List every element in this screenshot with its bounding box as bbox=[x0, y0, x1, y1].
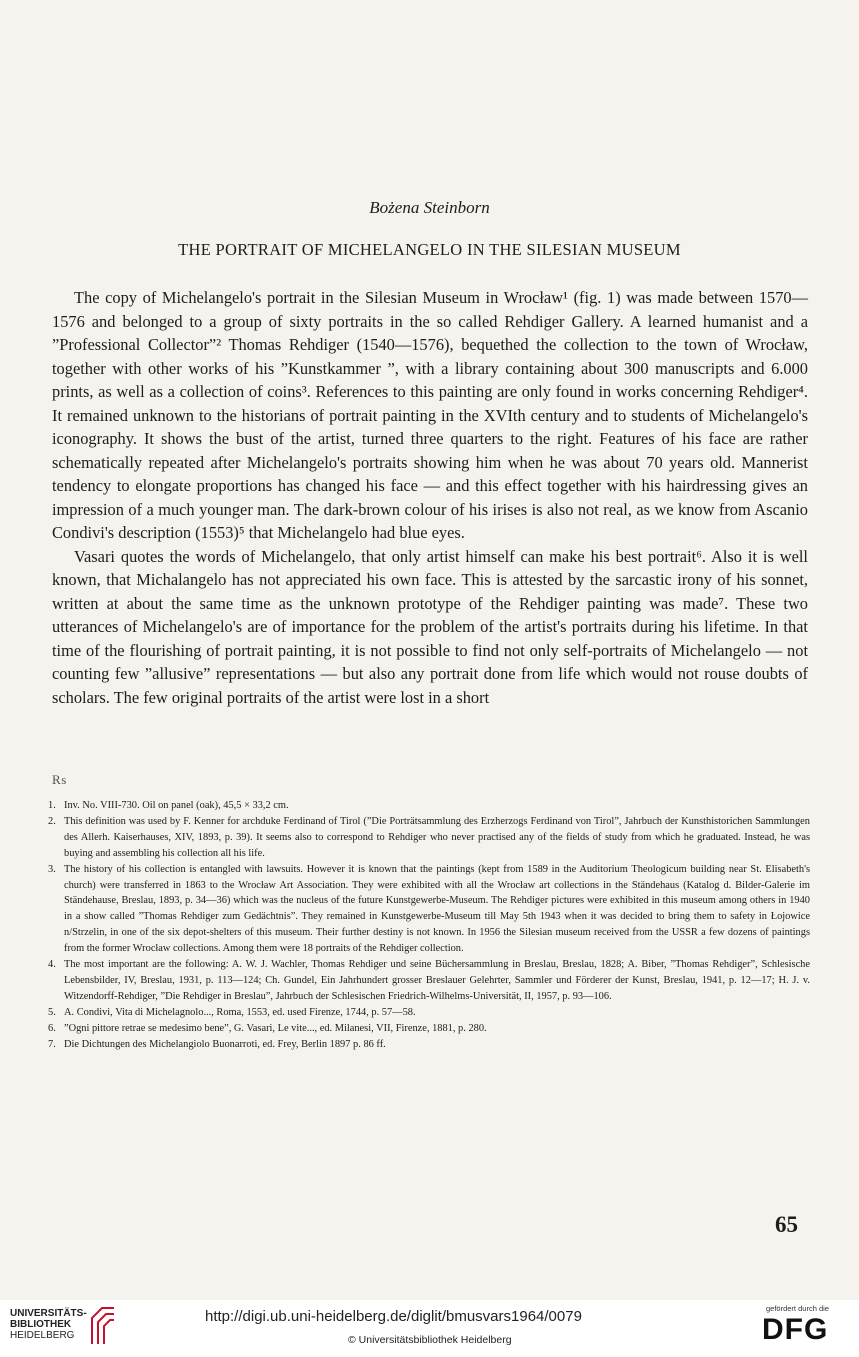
footnote-7 bbox=[48, 1037, 810, 1053]
footnote-6 bbox=[48, 1021, 810, 1037]
article-body bbox=[52, 286, 808, 709]
library-name-line-1: UNIVERSITÄTS- bbox=[10, 1308, 87, 1319]
copyright-notice: © Universitätsbibliothek Heidelberg bbox=[348, 1334, 512, 1346]
footnote-text: ”Ogni pittore retrae se medesimo bene”, G. Vasari, Le vite..., ed. Milanesi, VII, Firenze, 1881, p. 280. bbox=[64, 1022, 487, 1034]
footnote-number: 3. bbox=[48, 863, 56, 875]
footnotes bbox=[48, 798, 810, 1053]
paragraph-2: Vasari quotes the words of Michelangelo, that only artist himself can make his best portrait⁶. Also it is well known, that Michalangelo has not appreciated his own face. This is attested by the sarcastic irony of his sonnet, written at about the same time as the unknown prototype of the Rehdiger painting was made⁷. These two utterances of Michelangelo's are of importance for the problem of the artist's portraits during his lifetime. In that time of the flourishing of portrait painting, it is not possible to find not only self-portraits of Michelangelo — not counting few ”allusive” representations — but also any portrait done from life which would not rouse doubts of scholars. The few original portraits of the artist were lost in a short bbox=[52, 546, 808, 707]
library-name-line-3: HEIDELBERG bbox=[10, 1330, 75, 1341]
author-name: Bożena Steinborn bbox=[369, 198, 490, 217]
footnote-number: 7. bbox=[48, 1038, 56, 1050]
footnote-number: 6. bbox=[48, 1022, 56, 1034]
library-logo-icon bbox=[88, 1304, 118, 1346]
dfg-logo: DFG bbox=[762, 1313, 829, 1346]
sponsor-label: gefördert durch die bbox=[766, 1304, 829, 1313]
paragraph-1: The copy of Michelangelo's portrait in the Silesian Museum in Wrocław¹ (fig. 1) was made between 1570—1576 and belonged to a group of sixty portraits in the so called Rehdiger Gallery. A learned humanist and a ”Professional Collector”² Thomas Rehdiger (1540—1576), bequethed the collection to the town of Wrocław, together with other works of his ”Kunstkammer ”, with a library containing about 300 manuscripts and 6.000 prints, as well as a collection of coins³. References to this painting are only found in works concerning Rehdiger⁴. It remained unknown to the historians of portrait painting in the XVIth century and to students of Michelangelo's iconography. It shows the bust of the artist, turned three quarters to the right. Features of his face are rather schematically repeated after Michelangelo's portraits showing him when he was about 70 years old. Mannerist tendency to elongate proportions has changed his face — and this effect together with his hairdressing gives an impression of a much younger man. The dark-brown colour of his irises is also not real, as we know from Ascanio Condivi's description (1553)⁵ that Michelangelo had blue eyes. bbox=[52, 288, 808, 542]
footnote-3 bbox=[48, 862, 810, 957]
digitization-footer bbox=[0, 1300, 859, 1357]
footnote-text: Inv. No. VIII-730. Oil on panel (oak), 45,5 × 33,2 cm. bbox=[64, 800, 289, 811]
footnote-2 bbox=[48, 814, 810, 862]
source-url-link[interactable]: http://digi.ub.uni-heidelberg.de/diglit/bmusvars1964/0079 bbox=[205, 1308, 582, 1325]
footnote-number: 4. bbox=[48, 959, 56, 971]
library-logo-text bbox=[10, 1308, 87, 1341]
footnote-5 bbox=[48, 1005, 810, 1021]
footnote-1 bbox=[48, 798, 810, 814]
footnote-text: A. Condivi, Vita di Michelagnolo..., Roma, 1553, ed. used Firenze, 1744, p. 57—58. bbox=[64, 1006, 416, 1018]
footnote-number: 1. bbox=[48, 800, 56, 811]
library-name-line-2: BIBLIOTHEK bbox=[10, 1319, 72, 1330]
footnote-text: This definition was used by F. Kenner for archduke Ferdinand of Tirol (”Die Porträtsammlung des Erzherzogs Ferdinand von Tirol”, Jahrbuch der Kunsthistorichen Sammlungen des Allerh. Kaiserhauses, XIV, 1893, p. 39). It seems also to correspond to Rehdiger who never practised any of the fields of study from which he graduated. Instead, he was buying and assembling his collection all his life. bbox=[64, 815, 810, 859]
footnote-text: The history of his collection is entangled with lawsuits. However it is known that the paintings (kept from 1589 in the Auditorium Theologicum building near St. Elisabeth's church) were transferred in 1863 to the Wrocław Art Association. They were exhibited with all the Wrocław art collections in the Ständehaus (Katalog d. Bilder-Galerie im Ständehause, Breslau, 1893, p. 34—36) which was the nucleus of the future Kunstgewerbe-Museum. The Rehdiger pictures were exhibited in this museum among others in 1940 in a show called ”Thomas Rehdiger zum Gedächtnis”. They remained in Kunstgewerbe-Museum till May 5th 1943 when it was decided to bring them to safety in Łojowice n/Strzelin, in one of the six depot-shelters of this museum. Their further destiny is not known. In 1956 the Silesian museum received from the USSR a few dozens of paintings from the former Wrocław collections. Among them were 18 portraits of the Rehdiger collection. bbox=[64, 863, 810, 955]
footnote-text: Die Dichtungen des Michelangiolo Buonarroti, ed. Frey, Berlin 1897 p. 86 ff. bbox=[64, 1038, 386, 1050]
footnote-text: The most important are the following: A. W. J. Wachler, Thomas Rehdiger und seine Büchersammlung in Breslau, Breslau, 1828; A. Biber, ”Thomas Rehdiger”, Schlesische Lebensbilder, IV, Breslau, 1931, p. 113—124; Ch. Gundel, Ein Jahrhundert grosser Breslauer Gelehrter, Sammler und Förderer der Kunst, Breslau, 1941, p. 12—17; H. J. v. Witzendorff-Rehdiger, ”Die Rehdiger in Breslau”, Jahrbuch der Schlesischen Friedrich-Wilhelms-Universität, II, 1957, p. 93—106. bbox=[64, 959, 810, 1002]
footnote-separator-mark: ₨ bbox=[52, 772, 67, 787]
footnote-number: 5. bbox=[48, 1006, 56, 1018]
article-title: THE PORTRAIT OF MICHELANGELO IN THE SILESIAN MUSEUM bbox=[178, 240, 681, 259]
footnote-number: 2. bbox=[48, 815, 56, 827]
footnote-4 bbox=[48, 957, 810, 1005]
page-number: 65 bbox=[775, 1212, 798, 1237]
